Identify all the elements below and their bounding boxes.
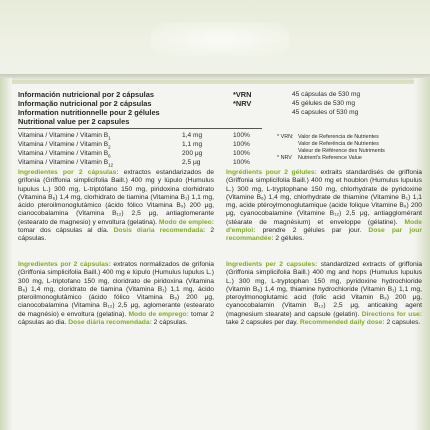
dose-text: 2 capsules.	[384, 319, 421, 327]
nrv-code: *NRV	[233, 99, 252, 108]
ingredients-heading: Ingredientes por 2 cápsulas:	[18, 169, 119, 176]
dose-heading: Dosis diaria recomendada:	[113, 227, 206, 235]
vitamin-row-amount: 2,5 μg	[182, 159, 201, 166]
directions-heading: Modo de empleo:	[158, 218, 214, 226]
directions-text: take 2 capsules per day.	[226, 319, 300, 327]
ingredients-text: extractos estandarizados de grifonia (Griffonia simplicifolia Baill.) 400 mg y lúpulo (Humulus lupulus L.) 300 mg, L-triptófano 150 mg, piridoxina clorhidrato (Vitamina B₆) 1,4 mg, clorhidrato de tiamina (Vitamina B₁) 1,1 mg, ácido pteroilmonoglutámico (ácido fólico Vitamina B₉) 200 μg, cianocobalamina (Vitamina B₁₂) 2,5 μg, antiaglomerante (estearato de magnesio) y envoltura (gelatina).	[18, 169, 214, 226]
package-edge-line	[0, 80, 430, 84]
package-left-edge	[0, 78, 12, 430]
vitamin-row-amount: 1,1 mg	[182, 141, 203, 148]
ingredients-block-es	[18, 169, 214, 244]
dose-heading: Dose par jour recommandée:	[226, 227, 422, 243]
vitamin-row-label: Vitamina / Vitamine / Vitamin $B_2$	[18, 141, 111, 150]
ingredients-block-en	[226, 261, 422, 327]
nutrition-title-fr: Information nutritionnelle pour 2 gélules	[18, 108, 160, 117]
nutrition-title-en: Nutritional value per 2 capsules	[18, 117, 130, 126]
footnote-nrv-line: Nutrient's Reference Value	[298, 155, 362, 161]
dose-text: 2 cápsulas.	[18, 227, 215, 243]
footnote-vrn-code: * VRN:	[277, 134, 294, 140]
directions-text: prendre 2 gélules par jour.	[255, 227, 369, 235]
nutrition-title-es: Información nutricional por 2 cápsulas	[18, 90, 154, 99]
vitamin-row-pct: 100%	[233, 141, 250, 148]
dose-heading: Recommended daily dose:	[299, 319, 385, 327]
ingredients-block-pt	[18, 261, 214, 327]
directions-text: tomar dos cápsulas al día.	[18, 227, 109, 235]
table-top-rule	[18, 128, 262, 129]
footnote-vrn-line: Valeur de Référence des Nutriments	[298, 148, 385, 154]
vitamin-row-pct: 100%	[233, 150, 250, 157]
package-right-edge	[414, 78, 430, 430]
ingredients-block-fr	[226, 169, 422, 244]
vitamin-row-amount: 1,4 mg	[182, 132, 203, 139]
ingredients-heading: Ingredientes por 2 cápsulas:	[18, 261, 111, 268]
vitamin-row-pct: 100%	[233, 132, 250, 139]
ingredients-heading: Ingrédients pour 2 gélules:	[226, 169, 317, 176]
embossed-logo-mark	[150, 22, 290, 56]
vitamin-row-pct: 100%	[233, 159, 250, 166]
dose-text: 2 gélules.	[273, 235, 305, 243]
footnote-nrv-code: * NRV	[277, 155, 292, 161]
ingredients-text: standardized extracts of griffonia (Griffonia simplicifolia Baill.) 400 mg and hops (Humulus lupulus L.) 300 mg, L-tryptophan 150 mg, pyridoxine hydrochloride (Vitamin B₆) 1,4 mg, thiamine hydrochloride (Vitamin B₁) 1,1 mg, pteroylmonoglutamic acid (folic acid Vitamin B₉) 200 μg, cyanocobalamin (Vitamin B₁₂) 2,5 μg, anticaking agent (magnesium stearate) and capsule (gelatin).	[226, 261, 422, 318]
vitamin-row-amount: 200 μg	[182, 150, 203, 157]
vrn-code: *VRN	[233, 90, 252, 99]
capsule-weight-en: 45 capsules of 530 mg	[292, 109, 359, 116]
ingredients-heading: Ingredients per 2 capsules:	[226, 261, 318, 268]
directions-heading: Modo de emprego:	[128, 310, 189, 318]
dose-text: 2 cápsulas.	[151, 319, 188, 327]
capsule-weight-es: 45 cápsulas de 530 mg	[292, 91, 361, 98]
directions-heading: Mode d'emploi:	[226, 218, 422, 235]
vitamin-row-label: Vitamina / Vitamine / Vitamin $B_{12}$	[18, 159, 114, 168]
footnote-vrn-line: Valor de Referência de Nutrientes	[298, 141, 379, 147]
directions-heading: Directions for use:	[361, 310, 423, 318]
ingredients-text: extraits standardisés de griffonia (Griffonia simplicifolia Baill.) 400 mg et houblon (Humulus lupulus L.) 300 mg, L-tryptophane 150 mg, chlorhydrate de pyridoxine (Vitamine B₆) 1,4 mg, chlorhydrate de thiamine (Vitamine B₁) 1,1 mg, acide ptéroylmonoglutamique (acide folique Vitamine B₉) 200 μg, cyanocobalamine (Vitamine B₁₂) 2,5 μg, antiagglomérant (stéarate de magnésium) et enveloppe (gélatine).	[226, 169, 423, 226]
ingredients-text: extratos normalizados de grifonia (Griffonia simplicifolia Baill.) 400 mg e lúpulo (Humulus lupulus L.) 300 mg, L-triptofano 150 mg, cloridrato de piridoxina (Vitamina B₆) 1,4 mg, cloridrato de tiamina (Vitamina B₁) 1,1 mg, ácido pteroilmonoglutâmico (ácido fólico Vitamina B₉) 200 μg, cianocobalamina (Vitamina B₁₂) 2,5 μg, aglomerante (estearato de magnésio) e envoltura (gelatina).	[18, 261, 214, 318]
vitamin-row-label: Vitamina / Vitamine / Vitamin $B_6$	[18, 150, 111, 159]
directions-text: tomar 2 cápsulas ao dia.	[18, 310, 214, 327]
footnote-vrn-line: Valor de Referencia de Nutrientes	[298, 134, 379, 140]
nutrition-title-pt: Informação nutricional por 2 cápsulas	[18, 99, 152, 108]
dose-heading: Dose diária recomendada:	[68, 319, 152, 327]
capsule-weight-fr: 45 gélules de 530 mg	[292, 100, 356, 107]
vitamin-row-label: Vitamina / Vitamine / Vitamin $B_1$	[18, 132, 111, 141]
